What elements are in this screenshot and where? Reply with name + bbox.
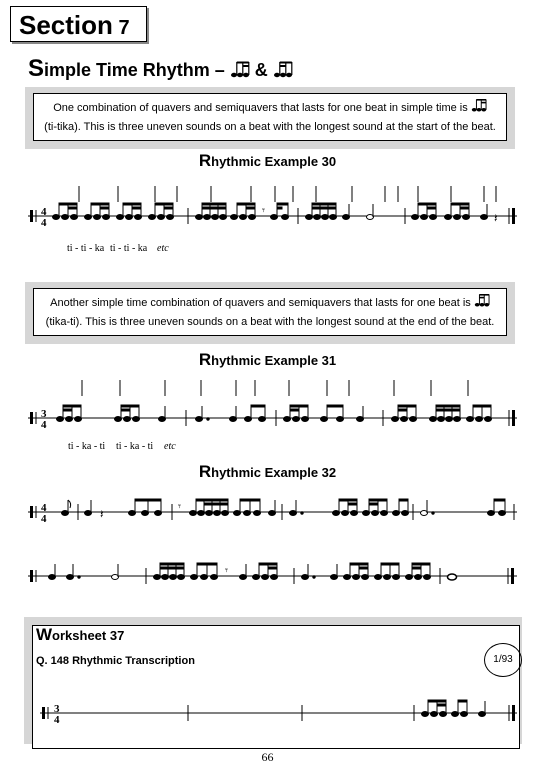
page-heading — [28, 55, 293, 83]
info-box-tika-ti-line2: (tika-ti). This is three uneven sounds on a beat with the longest sound at the end of the beat. — [45, 316, 495, 328]
section-word: Section — [19, 10, 113, 40]
bar-3 — [290, 499, 409, 516]
svg-text:𝄾: 𝄾 — [262, 205, 265, 217]
beat-ticks — [82, 380, 468, 396]
time-signature — [54, 703, 60, 726]
bar-7 — [302, 563, 431, 580]
info-box-ti-tika-line1: One combination of quavers and semiquavers that lasts for one beat in simple time is — [53, 102, 468, 114]
bar-8 — [448, 574, 457, 580]
bar-4 — [422, 700, 486, 717]
ti-tika-note-icon — [471, 97, 487, 113]
beat-ticks — [79, 186, 496, 202]
note-group — [62, 499, 515, 521]
bar-2 — [178, 499, 276, 516]
svg-text:3: 3 — [41, 408, 47, 420]
note-group — [49, 563, 515, 584]
syllables — [68, 441, 176, 452]
bar-4 — [412, 203, 499, 225]
bar-1 — [85, 499, 162, 521]
svg-text:𝄽: 𝄽 — [494, 211, 498, 225]
example-32-title: Rhythmic Example 32 — [198, 462, 337, 481]
tika-ti-note-icon — [273, 59, 293, 79]
heading-text: Simple Time Rhythm – — [28, 55, 225, 82]
bar-1 — [57, 405, 166, 422]
track-badge: 1/93 — [484, 643, 522, 677]
bar-1 — [53, 203, 174, 220]
transcription-staff — [0, 693, 535, 733]
syllable: ti - ka - ti — [116, 441, 154, 452]
tika-ti-note-icon — [474, 292, 490, 308]
example-31-title: Rhythmic Example 31 — [198, 350, 337, 369]
bar-2 — [196, 405, 266, 422]
bar-3 — [284, 405, 364, 422]
section-number: 7 — [118, 17, 130, 39]
svg-text:4: 4 — [41, 513, 47, 525]
note-group — [57, 405, 516, 426]
info-box-tika-ti — [25, 282, 515, 344]
example-32-staff — [0, 495, 535, 605]
info-box-ti-tika-line2: (ti-tika). This is three uneven sounds on a beat with the longest sound at the start of the beat. — [44, 121, 496, 133]
svg-text:4: 4 — [54, 714, 60, 726]
svg-text:4: 4 — [41, 217, 47, 229]
example-31-staff — [0, 374, 535, 456]
time-signature — [41, 502, 47, 525]
upbeat — [62, 500, 71, 516]
svg-text:4: 4 — [41, 419, 47, 431]
ti-tika-note-icon — [230, 59, 250, 79]
bar-3 — [306, 203, 374, 220]
svg-text:3: 3 — [54, 703, 60, 715]
svg-text:4: 4 — [41, 206, 47, 218]
syllable: etc — [164, 441, 176, 452]
example-30-staff — [0, 180, 535, 260]
info-box-ti-tika — [25, 87, 515, 149]
svg-text:𝄾: 𝄾 — [225, 565, 228, 577]
note-group — [53, 203, 516, 225]
bar-2 — [196, 203, 289, 220]
example-30-title: Rhythmic Example 30 — [198, 151, 337, 170]
svg-text:𝄽: 𝄽 — [100, 507, 104, 521]
svg-text:4: 4 — [41, 502, 47, 514]
page-number: 66 — [261, 750, 274, 764]
time-signature — [41, 206, 47, 229]
syllable: ti - ka - ti — [68, 441, 106, 452]
bar-4 — [421, 499, 506, 516]
info-box-tika-ti-text — [33, 288, 507, 336]
info-box-tika-ti-line1: Another simple time combination of quavers and semiquavers that lasts for one beat is — [50, 297, 471, 309]
worksheet-question: Q. 148 Rhythmic Transcription — [36, 655, 195, 667]
section-label — [10, 6, 147, 42]
bar-5 — [49, 564, 119, 580]
syllables — [67, 243, 169, 254]
bar-6 — [154, 563, 278, 580]
worksheet-title: Worksheet 37 — [36, 625, 125, 644]
bar-4 — [392, 405, 492, 422]
syllable: ti - ti - ka — [67, 243, 105, 254]
syllable: etc — [157, 243, 169, 254]
syllable: ti - ti - ka — [110, 243, 148, 254]
heading-amp: & — [254, 60, 268, 80]
info-box-ti-tika-text — [33, 93, 507, 141]
svg-text:𝄾: 𝄾 — [178, 501, 181, 513]
time-signature — [41, 408, 47, 431]
